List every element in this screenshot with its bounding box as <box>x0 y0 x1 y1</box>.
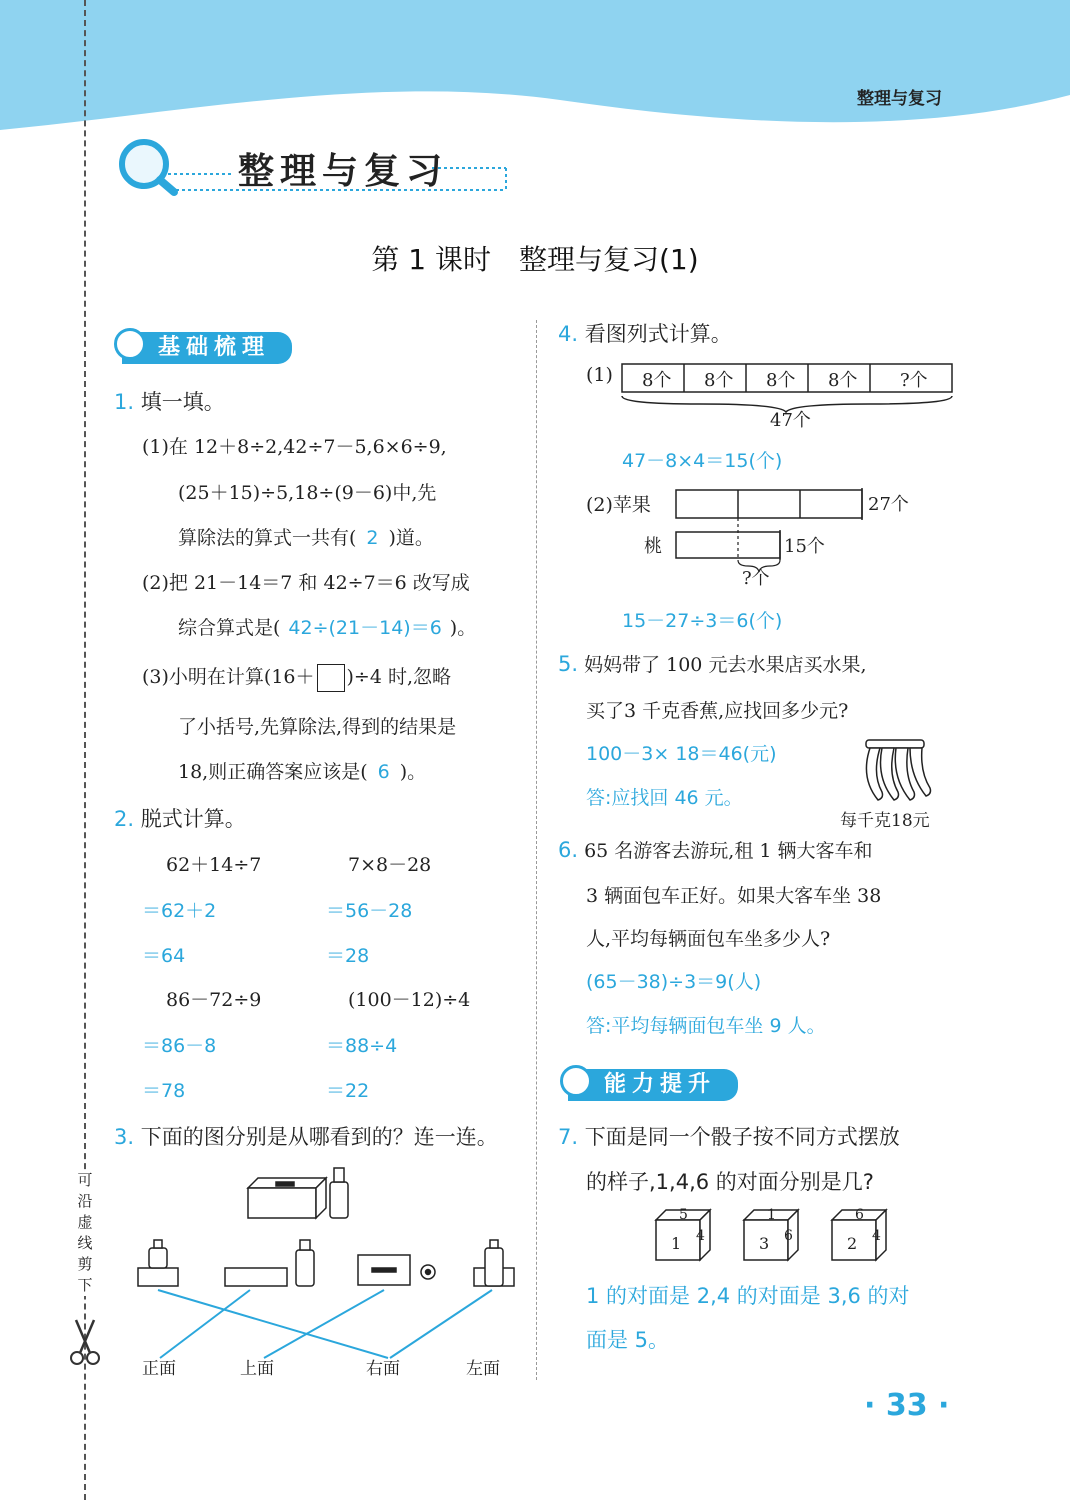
q1-p3-text-a2: 18,则正确答案应该是( <box>178 761 368 783</box>
q4-p1-cell-1: 8个 <box>642 370 672 391</box>
q1-p1-line3 <box>178 523 434 550</box>
q7-answer-1: 1 的对面是 2,4 的对面是 3,6 的对 <box>586 1284 910 1308</box>
q6-line2: 3 辆面包车正好。如果大客车坐 38 <box>586 885 882 907</box>
page-number: · 33 · <box>864 1388 950 1423</box>
q2c-step1: ＝86－8 <box>142 1035 217 1057</box>
q3-view-2 <box>225 1240 314 1286</box>
q6-line1 <box>558 836 873 863</box>
q4-p2-peach-label: 桃 <box>644 536 662 557</box>
q4-p2-apple-total: 27个 <box>868 494 909 515</box>
q4-p1-cell-4: 8个 <box>828 370 858 391</box>
blank-box <box>317 664 345 692</box>
q1-title: 填一填。 <box>140 390 225 414</box>
banana-price: 每千克18元 <box>840 811 930 831</box>
q2d-step1: ＝88÷4 <box>326 1035 398 1057</box>
q2c-step2: ＝78 <box>142 1080 186 1102</box>
q6-text-1: 65 名游客去游玩,租 1 辆大客车和 <box>584 840 873 862</box>
q2b-step1: ＝56－28 <box>326 900 413 922</box>
q2d-step2: ＝22 <box>326 1080 370 1102</box>
q4-title: 看图列式计算。 <box>584 322 732 346</box>
q4-p2-diagram <box>674 488 874 578</box>
q3-title: 下面的图分别是从哪看到的？连一连。 <box>140 1125 498 1149</box>
q7-answer-2: 面是 5。 <box>586 1328 670 1352</box>
q1-p3-text-b: )÷4 时,忽略 <box>346 666 452 688</box>
q7-line1 <box>558 1121 900 1151</box>
q1-p3-answer: 6 <box>377 761 390 783</box>
q2b-step2: ＝28 <box>326 945 370 967</box>
q3-label-top: 上面 <box>240 1359 274 1379</box>
q3-object <box>248 1168 348 1218</box>
section-title: 整理与复习 <box>238 151 449 192</box>
q1-p1-line2: (25＋15)÷5,18÷(9－6)中,先 <box>178 482 437 504</box>
die-3-top: 6 <box>855 1207 864 1223</box>
q1-p1-text-a: 算除法的算式一共有( <box>178 527 357 549</box>
q2b-expr: 7×8－28 <box>348 854 432 876</box>
die-3-front: 2 <box>847 1234 858 1253</box>
q6-answer-2: 答:平均每辆面包车坐 9 人。 <box>586 1015 826 1037</box>
q1-p1-text-b: )道。 <box>388 527 434 549</box>
clock-icon-2 <box>560 1065 592 1097</box>
q5-number: 5. <box>558 652 579 676</box>
q4-p1-cell-5: ?个 <box>900 370 928 391</box>
q3-number: 3. <box>114 1125 135 1149</box>
header-section-title: 整理与复习 <box>857 89 942 109</box>
q3-label-left: 左面 <box>466 1359 500 1379</box>
cut-instruction: 可沿虚线剪下 <box>72 1170 98 1296</box>
q1-number: 1. <box>114 390 135 414</box>
q4-p1-label: (1) <box>586 364 613 386</box>
q1-p2-text-b: )。 <box>449 617 477 639</box>
q1-p2-line2 <box>178 613 476 640</box>
q3-view-1 <box>138 1240 178 1286</box>
die-1-top: 5 <box>679 1207 688 1223</box>
die-2-side: 6 <box>784 1228 793 1244</box>
q5-answer-2: 答:应找回 46 元。 <box>586 787 743 809</box>
q2a-step2: ＝64 <box>142 945 186 967</box>
q5-line2: 买了3 千克香蕉,应找回多少元? <box>586 700 849 722</box>
q2-heading <box>114 803 246 833</box>
q1-p3-text-b2: )。 <box>399 761 427 783</box>
q4-heading <box>558 318 732 348</box>
q5-answer-1: 100－3× 18＝46(元) <box>586 743 777 765</box>
q4-p2-unknown: ?个 <box>742 568 770 589</box>
q1-p2-line1: (2)把 21－14＝7 和 42÷7＝6 改写成 <box>142 572 470 594</box>
column-divider <box>536 320 537 1380</box>
q3-view-3 <box>358 1255 435 1285</box>
q2c-expr: 86－72÷9 <box>166 989 262 1011</box>
q7-text-1: 下面是同一个骰子按不同方式摆放 <box>584 1125 900 1149</box>
q4-p1-cell-3: 8个 <box>766 370 796 391</box>
q4-p1-cell-2: 8个 <box>704 370 734 391</box>
q3-answer-lines <box>158 1290 492 1358</box>
q6-line3: 人,平均每辆面包车坐多少人? <box>586 928 831 950</box>
q3-label-front: 正面 <box>142 1359 176 1379</box>
q3-view-4 <box>474 1240 514 1286</box>
q4-number: 4. <box>558 322 579 346</box>
q1-p1-line1: (1)在 12＋8÷2,42÷7－5,6×6÷9, <box>142 436 447 458</box>
q7-number: 7. <box>558 1125 579 1149</box>
banana-icon <box>856 738 936 806</box>
q7-line2: 的样子,1,4,6 的对面分别是几? <box>586 1170 874 1194</box>
header-wave <box>0 0 1070 140</box>
q1-heading <box>114 386 225 416</box>
die-1-front: 1 <box>671 1234 682 1253</box>
q2-number: 2. <box>114 807 135 831</box>
badge-basic: 基础梳理 <box>122 332 292 364</box>
q4-p1-answer: 47－8×4＝15(个) <box>622 450 783 472</box>
q2-title: 脱式计算。 <box>140 807 246 831</box>
q2d-expr: (100－12)÷4 <box>348 989 471 1011</box>
q1-p3-text-a: (3)小明在计算(16＋ <box>142 666 315 688</box>
q1-p3-line3 <box>178 757 426 784</box>
die-2-front: 3 <box>759 1234 770 1253</box>
q4-p2-answer: 15－27÷3＝6(个) <box>622 610 783 632</box>
scissors-icon <box>68 1318 102 1368</box>
q6-answer-1: (65－38)÷3＝9(人) <box>586 971 762 993</box>
die-2-top: 1 <box>767 1207 776 1223</box>
q6-number: 6. <box>558 838 579 862</box>
q1-p3-line1 <box>142 662 451 692</box>
lesson-title: 第 1 课时 整理与复习(1) <box>371 243 699 276</box>
q5-text-1: 妈妈带了 100 元去水果店买水果, <box>584 654 867 676</box>
die-1-side: 4 <box>696 1228 705 1244</box>
q2a-step1: ＝62＋2 <box>142 900 217 922</box>
q3-label-right: 右面 <box>366 1359 400 1379</box>
q4-p2-label: (2)苹果 <box>586 494 651 516</box>
q3-heading <box>114 1121 498 1151</box>
q1-p2-text-a: 综合算式是( <box>178 617 281 639</box>
badge-advanced: 能力提升 <box>568 1069 738 1101</box>
die-3-side: 4 <box>872 1228 881 1244</box>
q1-p2-answer: 42÷(21－14)＝6 <box>288 617 442 639</box>
q2a-expr: 62＋14÷7 <box>166 854 262 876</box>
q1-p3-line2: 了小括号,先算除法,得到的结果是 <box>178 716 457 738</box>
clock-icon <box>114 328 146 360</box>
q4-p2-peach-total: 15个 <box>784 536 825 557</box>
q4-p1-total: 47个 <box>770 410 811 431</box>
q5-line1 <box>558 650 866 677</box>
q1-p1-answer: 2 <box>366 527 379 549</box>
